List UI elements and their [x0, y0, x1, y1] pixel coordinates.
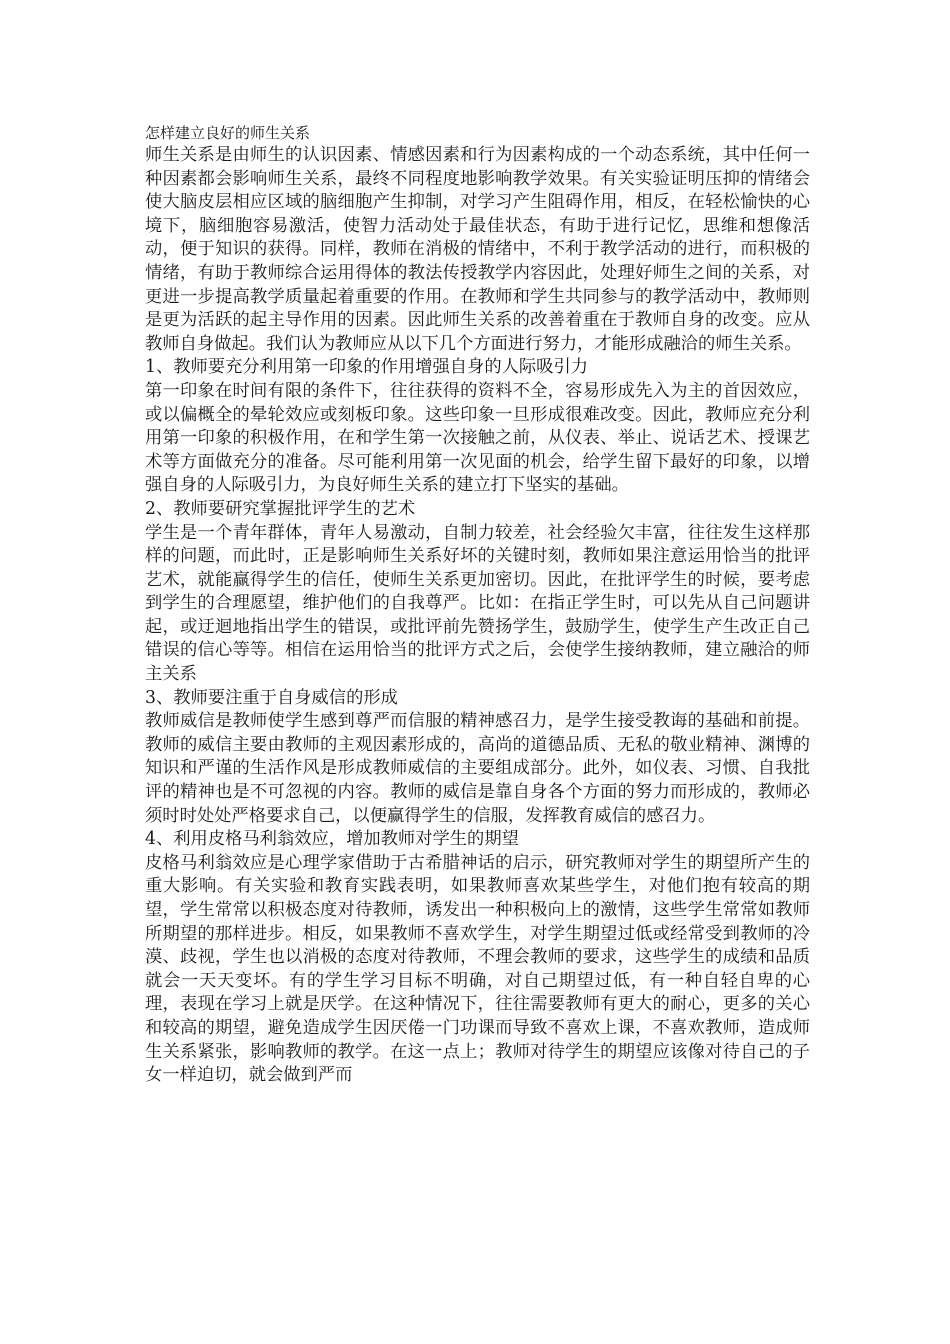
- section-3-paragraph: 教师威信是教师使学生感到尊严而信服的精神感召力，是学生接受教诲的基础和前提。教师的威信主要由教师的主观因素形成的，高尚的道德品质、无私的敬业精神、渊博的知识和严谨的生活作风是形成教师威信的主要组成部分。此外，如仪表、习惯、自我批评的精神也是不可忽视的内容。教师的威信是靠自身各个方面的努力而形成的，教师必须时时处处严格要求自己，以便赢得学生的信服，发挥教育威信的感召力。: [145, 711, 810, 826]
- section-4-paragraph: 皮格马利翁效应是心理学家借助于古希腊神话的启示，研究教师对学生的期望所产生的重大影响。有关实验和教育实践表明，如果教师喜欢某些学生，对他们抱有较高的期望，学生常常以积极态度对待教师，诱发出一种积极向上的激情，这些学生常常如教师所期望的那样进步。相反，如果教师不喜欢学生，对学生期望过低或经常受到教师的冷漠、歧视，学生也以消极的态度对待教师，不理会教师的要求，这些学生的成绩和品质就会一天天变坏。有的学生学习目标不明确，对自己期望过低，有一种自轻自卑的心理，表现在学习上就是厌学。在这种情况下，往往需要教师有更大的耐心，更多的关心和较高的期望，避免造成学生因厌倦一门功课而导致不喜欢上课，不喜欢教师，造成师生关系紧张，影响教师的教学。在这一点上；教师对待学生的期望应该像对待自己的子女一样迫切，就会做到严而: [145, 852, 810, 1086]
- section-1-heading: 1、教师要充分利用第一印象的作用增强自身的人际吸引力: [145, 357, 589, 378]
- section-2-paragraph: 学生是一个青年群体，青年人易激动，自制力较差，社会经验欠丰富，往往发生这样那样的问题，而此时，正是影响师生关系好坏的关键时刻，教师如果注意运用恰当的批评艺术，就能赢得学生的信任，使师生关系更加密切。因此，在批评学生的时候，要考虑到学生的合理愿望，维护他们的自我尊严。比如：在指正学生时，可以先从自己问题讲起，或迂迴地指出学生的错误，或批评前先赞扬学生，鼓励学生，使学生产生改正自己错误的信心等等。相信在运用恰当的批评方式之后，会使学生接纳教师，建立融洽的师主关系: [145, 522, 810, 685]
- document-page: [145, 122, 810, 1088]
- document-title: 怎样建立良好的师生关系: [145, 124, 311, 142]
- section-3-heading: 3、教师要注重于自身威信的形成: [145, 687, 398, 708]
- section-1-paragraph: 第一印象在时间有限的条件下，往往获得的资料不全，容易形成先入为主的首因效应，或以偏概全的晕轮效应或刻板印象。这些印象一旦形成很难改变。因此，教师应充分利用第一印象的积极作用，在和学生第一次接触之前，从仪表、举止、说话艺术、授课艺术等方面做充分的准备。尽可能利用第一次见面的机会，给学生留下最好的印象，以增强自身的人际吸引力，为良好师生关系的建立打下坚实的基础。: [145, 380, 810, 496]
- intro-paragraph: 师生关系是由师生的认识因素、情感因素和行为因素构成的一个动态系统，其中任何一种因素都会影响师生关系，最终不同程度地影响教学效果。有关实验证明压抑的情绪会使大脑皮层相应区域的脑细胞产生抑制，对学习产生阻碍作用，相反，在轻松愉快的心境下，脑细胞容易激活，使智力活动处于最佳状态，有助于进行记忆，思维和想像活动，便于知识的获得。同样，教师在消极的情绪中，不利于教学活动的进行，而积极的情绪，有助于教师综合运用得体的教法传授教学内容因此，处理好师生之间的关系，对更进一步提高教学质量起着重要的作用。在教师和学生共同参与的教学活动中，教师则是更为活跃的起主导作用的因素。因此师生关系的改善着重在于教师自身的改变。应从教师自身做起。我们认为教师应从以下几个方面进行努力，才能形成融洽的师生关系。: [145, 145, 810, 354]
- section-4-heading: 4、利用皮格马利翁效应，增加教师对学生的期望: [145, 829, 519, 850]
- section-2-heading: 2、教师要研究掌握批评学生的艺术: [145, 498, 416, 519]
